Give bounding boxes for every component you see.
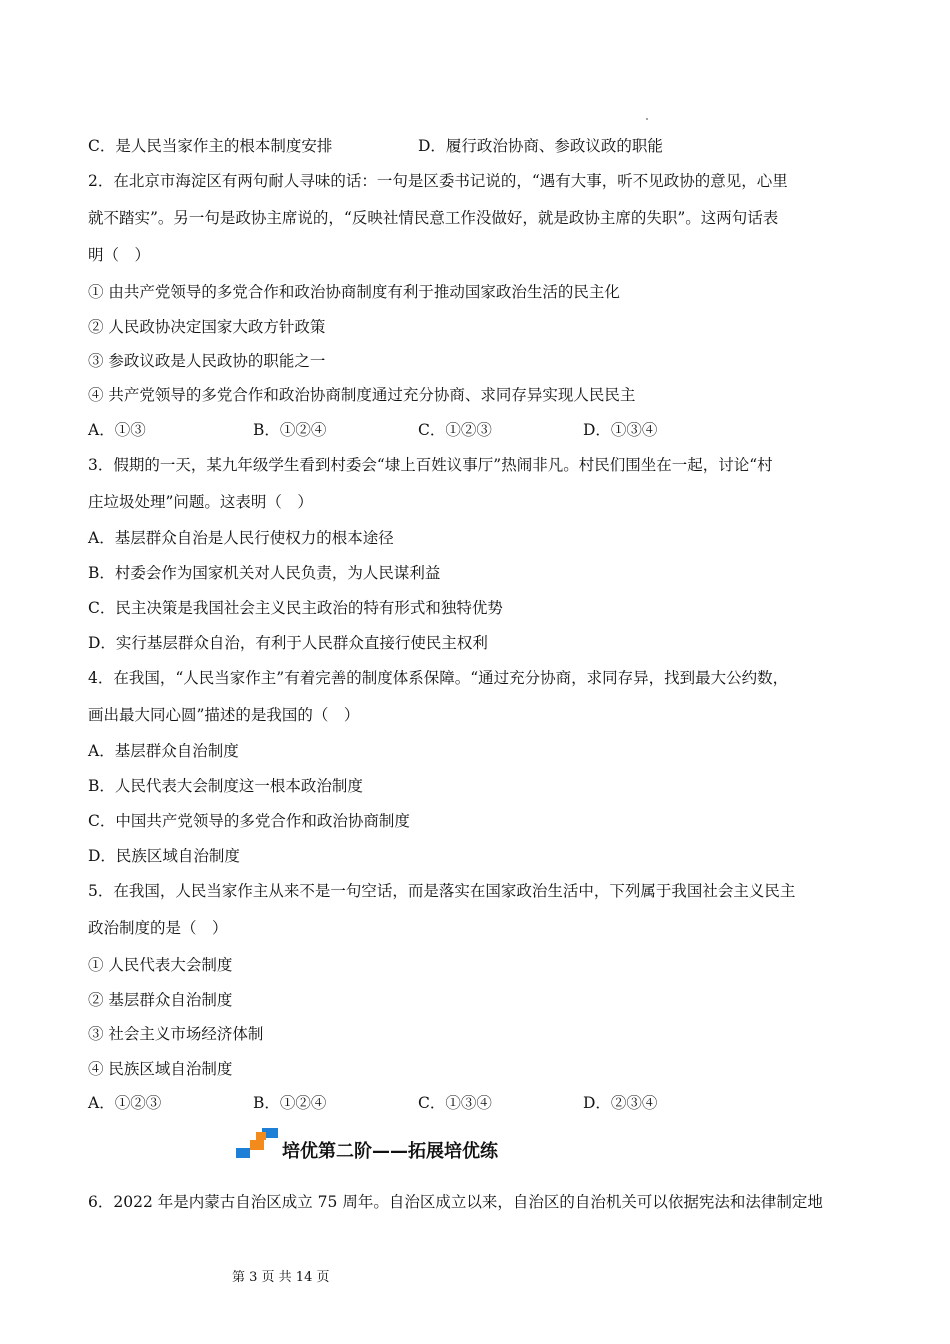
q2-option-a: A．①③: [88, 421, 146, 439]
q3-option-a: A．基层群众自治是人民行使权力的根本途径: [88, 529, 394, 547]
q1-option-d: D．履行政治协商、参政议政的职能: [418, 137, 663, 155]
q4-option-b: B．人民代表大会制度这一根本政治制度: [88, 777, 363, 795]
q3-stem-line-1: 3．假期的一天，某九年级学生看到村委会“埭上百姓议事厅”热闹非凡。村民们围坐在一起，讨论“村: [88, 456, 773, 474]
q5-statement-1: ① 人民代表大会制度: [88, 956, 233, 974]
q2-stem-line-3: 明（ ）: [88, 246, 151, 264]
q2-statement-1: ① 由共产党领导的多党合作和政治协商制度有利于推动国家政治生活的民主化: [88, 283, 620, 301]
q5-stem-line-2: 政治制度的是（ ）: [88, 919, 228, 937]
q3-stem-line-2: 庄垃圾处理”问题。这表明（ ）: [88, 493, 313, 511]
q1-option-c: C．是人民当家作主的根本制度安排: [88, 137, 333, 155]
section-title: 培优第二阶——拓展培优练: [282, 1141, 498, 1162]
q4-stem-line-2: 画出最大同心圆”描述的是我国的（ ）: [88, 706, 360, 724]
q2-option-d: D．①③④: [583, 421, 658, 439]
q2-stem-line-1: 2．在北京市海淀区有两句耐人寻味的话：一句是区委书记说的，“遇有大事，听不见政协的意见，心里: [88, 172, 788, 190]
page-number: 第 3 页 共 14 页: [232, 1270, 330, 1285]
q5-option-c: C．①③④: [418, 1094, 492, 1112]
q2-statement-2: ② 人民政协决定国家大政方针政策: [88, 318, 326, 336]
q4-option-a: A．基层群众自治制度: [88, 742, 239, 760]
q3-option-d: D．实行基层群众自治，有利于人民群众直接行使民主权利: [88, 634, 488, 652]
q4-stem-line-1: 4．在我国，“人民当家作主”有着完善的制度体系保障。“通过充分协商，求同存异，找到最大公约数，: [88, 669, 789, 687]
q2-statement-3: ③ 参政议政是人民政协的职能之一: [88, 352, 326, 370]
q2-option-b: B．①②④: [253, 421, 327, 439]
scan-dot: [646, 118, 648, 120]
q3-option-b: B．村委会作为国家机关对人民负责，为人民谋利益: [88, 564, 441, 582]
q4-option-c: C．中国共产党领导的多党合作和政治协商制度: [88, 812, 410, 830]
q5-stem-line-1: 5．在我国，人民当家作主从来不是一句空话，而是落实在国家政治生活中，下列属于我国社会主义民主: [88, 882, 796, 900]
stair-blocks-icon: [236, 1126, 280, 1160]
q3-option-c: C．民主决策是我国社会主义民主政治的特有形式和独特优势: [88, 599, 503, 617]
q5-statement-3: ③ 社会主义市场经济体制: [88, 1025, 264, 1043]
q2-stem-line-2: 就不踏实”。另一句是政协主席说的，“反映社情民意工作没做好，就是政协主席的失职”。这两句话表: [88, 209, 779, 227]
q5-statement-2: ② 基层群众自治制度: [88, 991, 233, 1009]
q5-option-d: D．②③④: [583, 1094, 658, 1112]
q2-option-c: C．①②③: [418, 421, 492, 439]
q2-statement-4: ④ 共产党领导的多党合作和政治协商制度通过充分协商、求同存异实现人民民主: [88, 386, 636, 404]
q5-statement-4: ④ 民族区域自治制度: [88, 1060, 233, 1078]
q4-option-d: D．民族区域自治制度: [88, 847, 240, 865]
section-header: [236, 1124, 556, 1164]
q5-option-a: A．①②③: [88, 1094, 162, 1112]
q5-option-b: B．①②④: [253, 1094, 327, 1112]
q6-stem-line-1: 6．2022 年是内蒙古自治区成立 75 周年。自治区成立以来，自治区的自治机关可以依据宪法和法律制定地: [88, 1193, 823, 1211]
